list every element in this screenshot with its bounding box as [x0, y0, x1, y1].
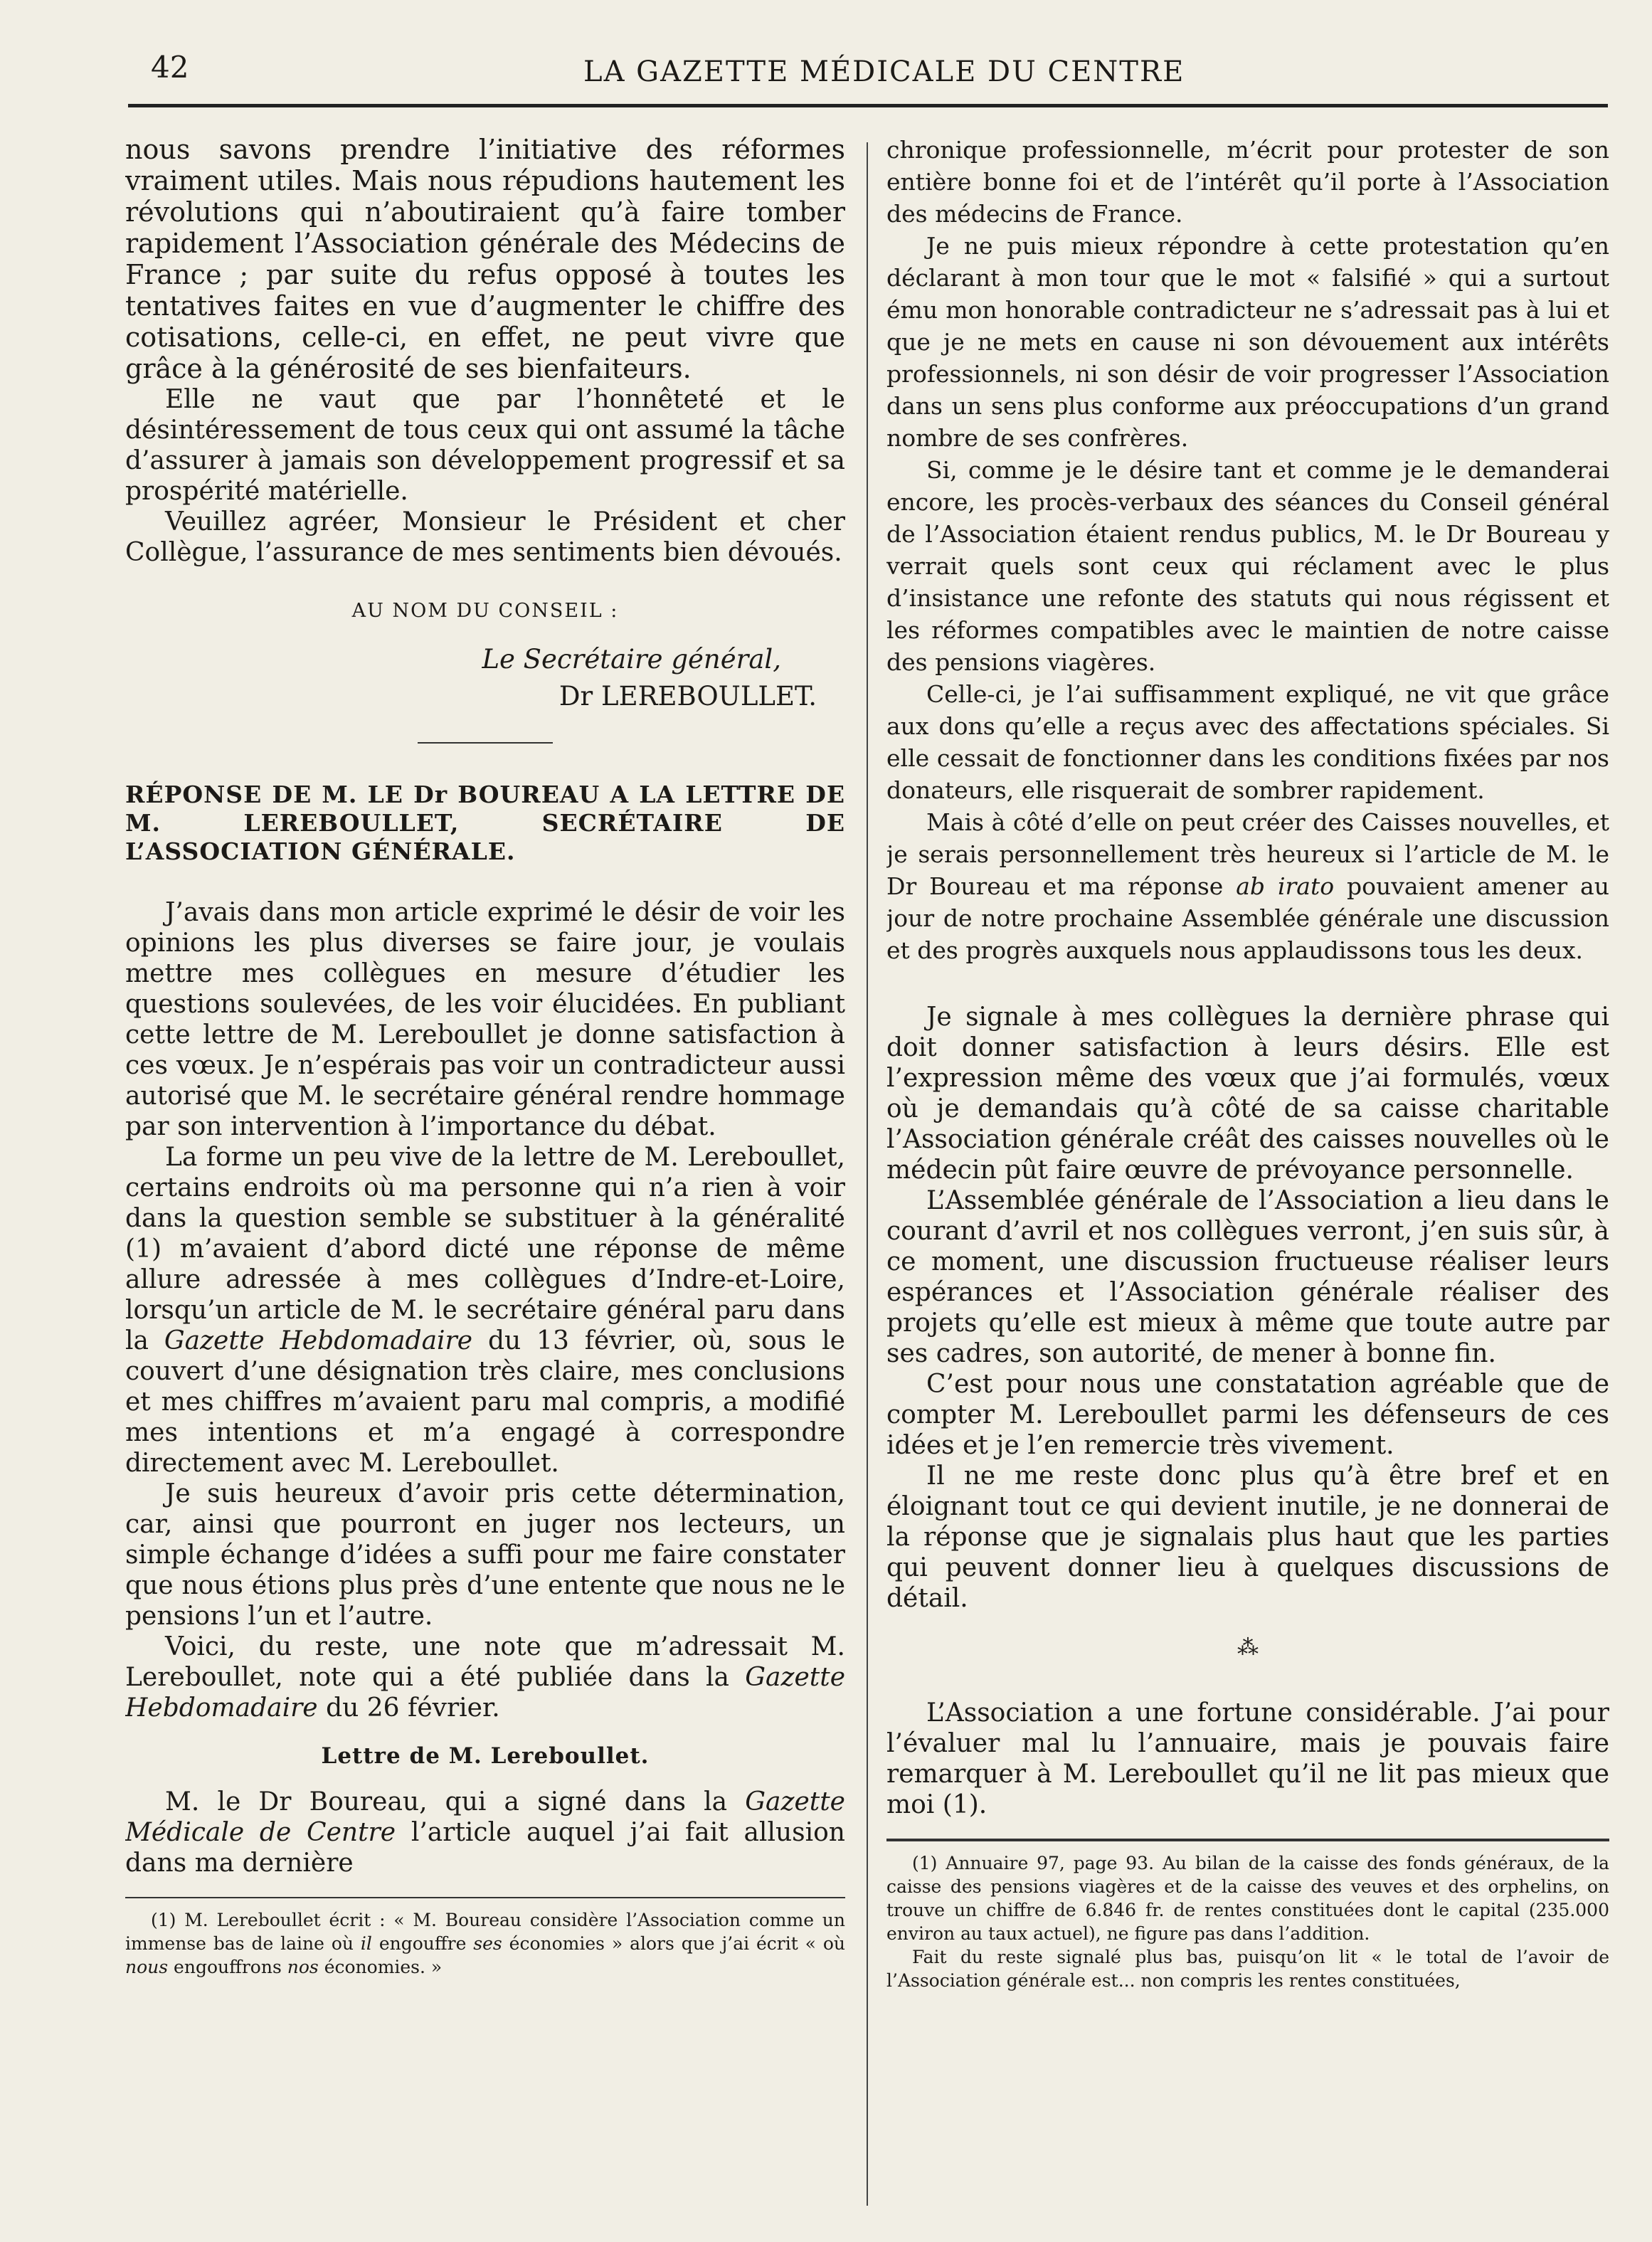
- paragraph: [886, 806, 1609, 966]
- text-run: M. le Dr Boureau, qui a signé dans la: [165, 1787, 728, 1817]
- paragraph: Elle ne vaut que par l’honnêteté et le désintéressement de tous ceux qui ont assumé la tâche d’assurer à jamais son développement progressif et sa prospérité matérielle.: [125, 385, 845, 506]
- emphasis: nos: [287, 1957, 319, 1977]
- text-run: La forme un peu vive de la lettre de M. Lereboullet, certains endroits où ma personne qui n’a rien à voir dans la question semble se substituer à la généralité (1) m’avaient d’abord dicté une réponse de même allure adressée à mes collègues d’Indre-et-Loire, lorsqu’un article de M. le secrétaire général paru dans la: [125, 1143, 845, 1355]
- text-run: pouvaient amener au jour de notre prochaine Assemblée générale une discussion et des progrès auxquels nous applaudissons tous les deux.: [886, 872, 1609, 964]
- emphasis: il: [360, 1933, 372, 1954]
- text-run: économies. »: [324, 1957, 443, 1977]
- paragraph: [125, 1142, 845, 1479]
- paragraph: Celle-ci, je l’ai suffisamment expliqué, ne vit que grâce aux dons qu’elle a reçus avec des affectations spéciales. Si elle cessait de fonctionner dans les conditions fixées par nos donateurs, elle risquerait de sombrer rapidement.: [886, 680, 1609, 804]
- text-run: (1) M. Lereboullet écrit : « M. Boureau considère l’Association comme un immense bas de laine où: [125, 1910, 845, 1954]
- footnote-rule: [125, 1897, 845, 1898]
- paragraph: [125, 1632, 845, 1723]
- signature-name: Dr LEREBOULLET.: [558, 681, 817, 712]
- publication-title: Gazette Hebdomadaire: [125, 1663, 845, 1723]
- emphasis: nous: [125, 1957, 169, 1977]
- spacer: [886, 966, 1609, 1002]
- text-run: économies » alors que j’ai écrit « où: [509, 1933, 845, 1954]
- paragraph: Si, comme je le désire tant et comme je le demanderai encore, les procès-verbaux des séances du Conseil général de l’Association étaient rendus publics, M. le Dr Boureau y verrait quels sont ceux qui réclament avec le plus d’insistance une refonte des statuts qui nous régissent et les réformes compatibles avec le maintien de notre caisse des pensions viagères.: [886, 456, 1609, 676]
- footnote-text: Fait du reste signalé plus bas, puisqu’on lit « le total de l’avoir de l’Association générale est... non compris les rentes constituées,: [886, 1947, 1609, 1991]
- paragraph: chronique professionnelle, m’écrit pour protester de son entière bonne foi et de l’intérêt qu’il porte à l’Association des médecins de France.: [886, 136, 1609, 228]
- section-divider: [418, 742, 553, 744]
- paragraph: J’avais dans mon article exprimé le désir de voir les opinions les plus diverses se faire jour, je voulais mettre mes collègues en mesure d’étudier les questions soulevées, de les voir élucidées. En publiant cette lettre de M. Lereboullet je donne satisfaction à ces vœux. Je n’espérais pas voir un contradicteur aussi autorisé que M. le secrétaire général rendre hommage par son intervention à l’importance du débat.: [125, 898, 845, 1141]
- column-divider: [867, 142, 868, 2206]
- paragraph: Je signale à mes collègues la dernière phrase qui doit donner satisfaction à leurs désirs. Elle est l’expression même des vœux que j’ai formulés, vœux où je demandais qu’à côté de sa caisse charitable l’Association générale créât des caisses nouvelles où le médecin pût faire œuvre de prévoyance personnelle.: [886, 1003, 1609, 1185]
- header-rule: [128, 104, 1608, 107]
- text-run: l’article auquel j’ai fait allusion dans ma dernière: [125, 1818, 845, 1878]
- text-run: engouffre: [378, 1933, 467, 1954]
- paragraph: Il ne me reste donc plus qu’à être bref et en éloignant tout ce qui devient inutile, je ne donnerai de la réponse que je signalais plus haut que les parties qui peuvent donner lieu à quelques discussions de détail.: [886, 1461, 1609, 1613]
- text-run: du 26 février.: [326, 1693, 500, 1723]
- publication-title: Gazette Hebdomadaire: [164, 1326, 473, 1355]
- footnote-text: [125, 1908, 845, 1979]
- signature-role: Le Secrétaire général,: [482, 644, 781, 675]
- paragraph: Je suis heureux d’avoir pris cette détermination, car, ainsi que pourront en juger nos lecteurs, un simple échange d’idées a suffi pour me faire constater que nous étions plus près d’une entente que nous ne le pensions l’un et l’autre.: [125, 1479, 845, 1631]
- paragraph: Veuillez agréer, Monsieur le Président et cher Collègue, l’assurance de mes sentiments bien dévoués.: [125, 507, 845, 567]
- paragraph: C’est pour nous une constatation agréable que de compter M. Lereboullet parmi les défenseurs de ces idées et je l’en remercie très vivement.: [886, 1370, 1609, 1460]
- asterism-separator: ⁂: [1237, 1635, 1259, 1660]
- paragraph: [125, 1787, 845, 1878]
- running-title: LA GAZETTE MÉDICALE DU CENTRE: [583, 55, 1185, 88]
- text-run: Mais à côté d’elle on peut créer des Caisses nouvelles, et je serais personnellement très heureux si l’article de M. le Dr Boureau et ma réponse: [886, 808, 1609, 900]
- text-run: Voici, du reste, une note que m’adressait M. Lereboullet, note qui a été publiée dans la: [125, 1632, 845, 1692]
- emphasis: ses: [473, 1933, 502, 1954]
- footnote-rule: [886, 1839, 1609, 1841]
- paragraph: Je ne puis mieux répondre à cette protestation qu’en déclarant à mon tour que le mot « falsifié » qui a surtout ému mon honorable contradicteur ne s’adressait pas à lui et que je ne mets en cause ni son dévouement aux intérêts professionnels, ni son désir de voir progresser l’Association dans un sens plus conforme aux préoccupations d’un grand nombre de ses confrères.: [886, 232, 1609, 452]
- text-run: du 13 février, où, sous le couvert d’une désignation très claire, mes conclusions et mes chiffres m’avaient paru mal compris, a modifié mes intentions et m’a engagé à correspondre directement avec M. Lereboullet.: [125, 1326, 845, 1478]
- right-column: [886, 134, 1609, 2211]
- left-column: [125, 134, 845, 2211]
- signature-label: AU NOM DU CONSEIL :: [351, 600, 619, 622]
- paragraph: L’Association a une fortune considérable. J’ai pour l’évaluer mal lu l’annuaire, mais je pouvais faire remarquer à M. Lereboullet qu’il ne lit pas mieux que moi (1).: [886, 1698, 1609, 1819]
- sub-heading: Lettre de M. Lereboullet.: [321, 1743, 650, 1769]
- page-number: 42: [151, 50, 189, 85]
- footnote: [125, 1908, 845, 1979]
- footnote-text: (1) Annuaire 97, page 93. Au bilan de la caisse des fonds généraux, de la caisse des pensions viagères et de la caisse des veuves et des orphelins, on trouve un chiffre de 6.846 fr. de rentes constituées dont le capital (235.000 environ au taux actuel), ne figure pas dans l’addition.: [886, 1853, 1609, 1944]
- emphasis: ab irato: [1236, 872, 1335, 900]
- paragraph: nous savons prendre l’initiative des réformes vraiment utiles. Mais nous répudions hautement les révolutions qui n’aboutiraient qu’à faire tomber rapidement l’Association générale des Médecins de France ; par suite du refus opposé à toutes les tentatives faites en vue d’augmenter le chiffre des cotisations, celle-ci, en effet, ne peut vivre que grâce à la générosité de ses bienfaiteurs.: [125, 134, 845, 384]
- publication-title: Gazette Médicale de Centre: [125, 1787, 845, 1847]
- text-run: engouffrons: [174, 1957, 282, 1977]
- section-heading: RÉPONSE DE M. LE Dr BOUREAU A LA LETTRE DE M. LEREBOULLET, SECRÉTAIRE DE L’ASSOCIATION GÉNÉRALE.: [125, 781, 845, 865]
- paragraph: L’Assemblée générale de l’Association a lieu dans le courant d’avril et nos collègues verront, j’en suis sûr, à ce moment, une discussion fructueuse réaliser leurs espérances et l’Association générale réaliser des projets qu’elle est mieux à même que toute autre par ses cadres, son autorité, de mener à bonne fin.: [886, 1186, 1609, 1368]
- footnote: [886, 1851, 1609, 1992]
